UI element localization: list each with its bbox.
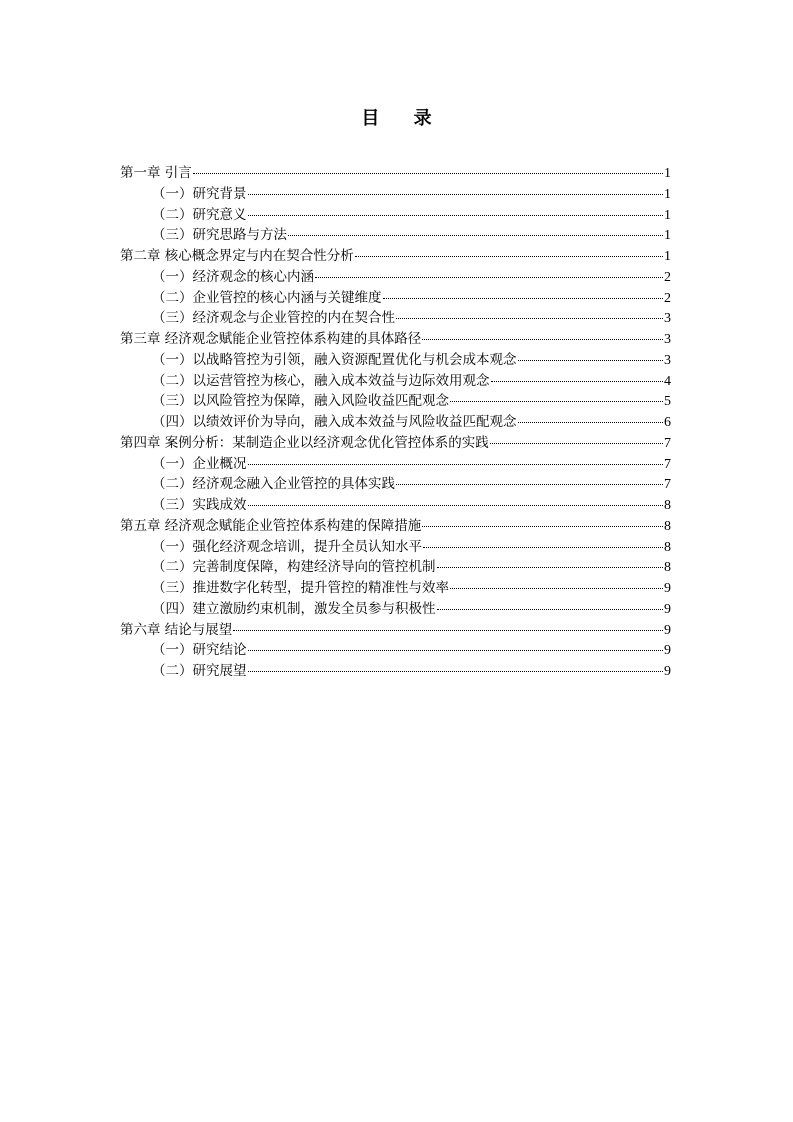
toc-section-entry[interactable] <box>120 495 671 516</box>
toc-leader-dots <box>315 277 663 278</box>
toc-leader-dots <box>437 609 664 610</box>
toc-page-number: 5 <box>664 394 671 410</box>
toc-entry-title: （二）企业管控的核心内涵与关键维度 <box>152 289 382 306</box>
toc-leader-dots <box>288 235 663 236</box>
toc-chapter-entry[interactable] <box>120 433 671 454</box>
toc-leader-dots <box>423 547 663 548</box>
toc-section-entry[interactable] <box>120 412 671 433</box>
toc-entry-title: （一）强化经济观念培训，提升全员认知水平 <box>152 538 422 555</box>
toc-entry-title: （一）经济观念的核心内涵 <box>152 268 314 285</box>
toc-page-number: 1 <box>664 166 671 181</box>
toc-leader-dots <box>233 630 663 631</box>
toc-leader-dots <box>422 339 663 340</box>
toc-entry-title: （一）研究结论 <box>152 642 247 659</box>
toc-chapter-entry[interactable] <box>120 246 671 267</box>
toc-page-number: 6 <box>664 415 671 430</box>
toc-page-number: 8 <box>664 518 671 534</box>
toc-page-number: 9 <box>664 601 671 617</box>
toc-section-entry[interactable] <box>120 391 671 412</box>
toc-page-number: 2 <box>664 290 671 306</box>
toc-entry-title: （一）企业概况 <box>152 455 247 472</box>
toc-section-entry[interactable] <box>120 578 671 599</box>
toc-page-number: 9 <box>664 643 671 659</box>
toc-page-number: 1 <box>664 207 671 223</box>
toc-page-number: 9 <box>664 581 671 596</box>
toc-page-number: 1 <box>664 249 671 264</box>
toc-section-entry[interactable] <box>120 371 671 392</box>
toc-leader-dots <box>193 173 663 174</box>
toc-entry-title: 第六章 结论与展望 <box>120 621 233 638</box>
toc-leader-dots <box>518 422 664 423</box>
toc-section-entry[interactable] <box>120 205 671 226</box>
toc-section-entry[interactable] <box>120 661 671 682</box>
toc-leader-dots <box>248 650 664 651</box>
toc-entry-title: （四）以绩效评价为导向，融入成本效益与风险收益匹配观念 <box>152 414 517 430</box>
toc-entry-title: （三）以风险管控为保障，融入风险收益匹配观念 <box>152 393 449 410</box>
toc-leader-dots <box>248 464 664 465</box>
toc-leader-dots <box>437 567 664 568</box>
toc-section-entry[interactable] <box>120 225 671 246</box>
toc-section-entry[interactable] <box>120 184 671 205</box>
toc-leader-dots <box>248 671 664 672</box>
toc-entry-title: （三）经济观念与企业管控的内在契合性 <box>152 310 395 327</box>
toc-entry-title: 第二章 核心概念界定与内在契合性分析 <box>120 248 354 264</box>
toc-entry-title: （二）完善制度保障，构建经济导向的管控机制 <box>152 559 436 576</box>
toc-page-number: 3 <box>664 352 671 368</box>
toc-section-entry[interactable] <box>120 267 671 288</box>
toc-entry-title: 第五章 经济观念赋能企业管控体系构建的保障措施 <box>120 517 422 534</box>
toc-leader-dots <box>248 505 664 506</box>
toc-section-entry[interactable] <box>120 308 671 329</box>
toc-leader-dots <box>383 298 664 299</box>
toc-page-number: 8 <box>664 498 671 513</box>
toc-section-entry[interactable] <box>120 474 671 495</box>
toc-page-number: 1 <box>664 228 671 244</box>
toc-chapter-entry[interactable] <box>120 516 671 537</box>
toc-page-number: 7 <box>664 477 671 493</box>
toc-entry-title: （二）以运营管控为核心，融入成本效益与边际效用观念 <box>152 372 490 389</box>
toc-entry-title: 第四章 案例分析：某制造企业以经济观念优化管控体系的实践 <box>120 434 489 451</box>
toc-page-number: 8 <box>664 539 671 555</box>
toc-leader-dots <box>518 360 664 361</box>
toc-page-number: 3 <box>664 332 671 347</box>
toc-page-number: 9 <box>664 664 671 679</box>
toc-entry-title: （一）以战略管控为引领，融入资源配置优化与机会成本观念 <box>152 351 517 368</box>
toc-page-number: 9 <box>664 622 671 638</box>
toc-section-entry[interactable] <box>120 557 671 578</box>
toc-entry-title: 第一章 引言 <box>120 165 192 181</box>
toc-page-number: 2 <box>664 269 671 285</box>
toc-chapter-entry[interactable] <box>120 620 671 641</box>
toc-section-entry[interactable] <box>120 288 671 309</box>
table-of-contents <box>120 163 671 682</box>
toc-entry-title: （一）研究背景 <box>152 185 247 202</box>
toc-entry-title: （二）研究意义 <box>152 206 247 223</box>
toc-page-number: 8 <box>664 560 671 576</box>
toc-page-number: 4 <box>664 373 671 389</box>
toc-section-entry[interactable] <box>120 537 671 558</box>
toc-page-number: 1 <box>664 186 671 202</box>
toc-section-entry[interactable] <box>120 599 671 620</box>
toc-entry-title: （二）研究展望 <box>152 663 247 679</box>
toc-section-entry[interactable] <box>120 640 671 661</box>
toc-chapter-entry[interactable] <box>120 329 671 350</box>
toc-entry-title: （三）研究思路与方法 <box>152 227 287 244</box>
toc-leader-dots <box>450 401 663 402</box>
toc-section-entry[interactable] <box>120 454 671 475</box>
toc-page-number: 3 <box>664 311 671 327</box>
toc-leader-dots <box>490 443 663 444</box>
toc-page-number: 7 <box>664 456 671 472</box>
toc-leader-dots <box>450 588 663 589</box>
page-title: 目 录 <box>361 108 446 129</box>
toc-entry-title: （四）建立激励约束机制，激发全员参与积极性 <box>152 600 436 617</box>
toc-leader-dots <box>248 194 664 195</box>
toc-entry-title: （三）推进数字化转型，提升管控的精准性与效率 <box>152 580 449 596</box>
toc-section-entry[interactable] <box>120 350 671 371</box>
toc-leader-dots <box>396 484 663 485</box>
toc-leader-dots <box>422 526 663 527</box>
toc-page-number: 7 <box>664 435 671 451</box>
toc-entry-title: （三）实践成效 <box>152 497 247 513</box>
toc-leader-dots <box>396 318 663 319</box>
toc-leader-dots <box>491 381 664 382</box>
toc-entry-title: 第三章 经济观念赋能企业管控体系构建的具体路径 <box>120 331 422 347</box>
toc-leader-dots <box>248 215 664 216</box>
toc-chapter-entry[interactable] <box>120 163 671 184</box>
toc-entry-title: （二）经济观念融入企业管控的具体实践 <box>152 476 395 493</box>
toc-leader-dots <box>355 256 663 257</box>
